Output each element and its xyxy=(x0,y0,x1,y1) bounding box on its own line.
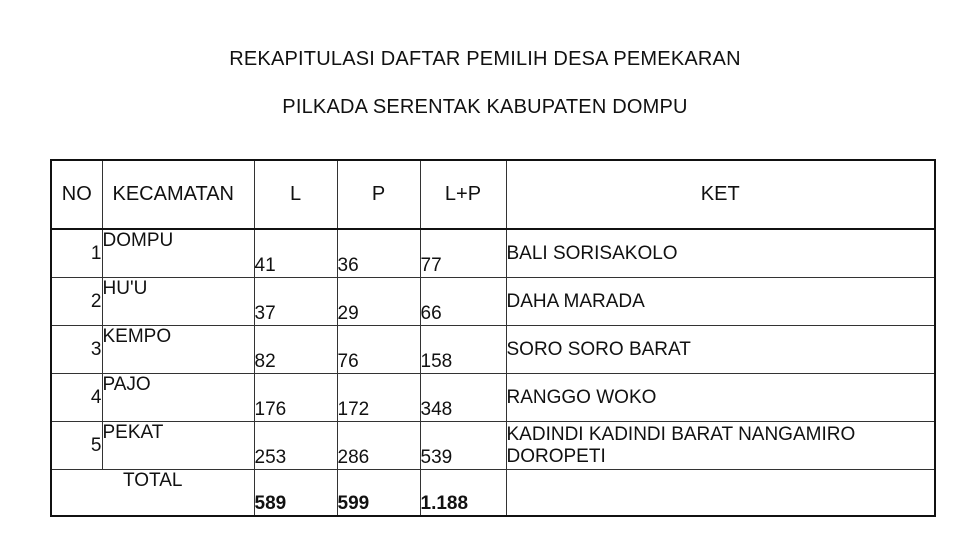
cell-lp: 539 xyxy=(420,422,506,470)
header-p: P xyxy=(337,160,420,229)
cell-no: 4 xyxy=(51,374,102,422)
total-l: 589 xyxy=(254,470,337,517)
cell-l: 82 xyxy=(254,326,337,374)
header-kecamatan: KECAMATAN xyxy=(102,160,254,229)
cell-lp: 66 xyxy=(420,278,506,326)
header-ket: KET xyxy=(506,160,935,229)
cell-l: 37 xyxy=(254,278,337,326)
cell-lp: 158 xyxy=(420,326,506,374)
cell-ket: BALI SORISAKOLO xyxy=(506,229,935,278)
cell-ket: RANGGO WOKO xyxy=(506,374,935,422)
table-row xyxy=(51,326,935,374)
cell-kecamatan: HU'U xyxy=(102,278,254,326)
cell-lp: 348 xyxy=(420,374,506,422)
voter-recap-table xyxy=(50,159,936,517)
cell-l: 253 xyxy=(254,422,337,470)
cell-l: 176 xyxy=(254,374,337,422)
cell-lp: 77 xyxy=(420,229,506,278)
table-total-row xyxy=(51,470,935,517)
cell-kecamatan: DOMPU xyxy=(102,229,254,278)
cell-p: 76 xyxy=(337,326,420,374)
cell-kecamatan: KEMPO xyxy=(102,326,254,374)
document-title-line-2: PILKADA SERENTAK KABUPATEN DOMPU xyxy=(282,96,688,118)
total-lp: 1.188 xyxy=(420,470,506,517)
cell-ket: KADINDI KADINDI BARAT NANGAMIRO DOROPETI xyxy=(506,422,935,470)
cell-no: 1 xyxy=(51,229,102,278)
document-title-line-1: REKAPITULASI DAFTAR PEMILIH DESA PEMEKARAN xyxy=(229,48,741,70)
cell-kecamatan: PAJO xyxy=(102,374,254,422)
table-row xyxy=(51,229,935,278)
total-ket xyxy=(506,470,935,517)
header-no: NO xyxy=(51,160,102,229)
cell-p: 286 xyxy=(337,422,420,470)
cell-ket: DAHA MARADA xyxy=(506,278,935,326)
table-row xyxy=(51,374,935,422)
total-label: TOTAL xyxy=(51,470,254,517)
table-row xyxy=(51,278,935,326)
cell-kecamatan: PEKAT xyxy=(102,422,254,470)
cell-ket: SORO SORO BARAT xyxy=(506,326,935,374)
cell-p: 36 xyxy=(337,229,420,278)
table-row xyxy=(51,422,935,470)
table-header-row xyxy=(51,160,935,229)
cell-no: 2 xyxy=(51,278,102,326)
total-p: 599 xyxy=(337,470,420,517)
cell-p: 172 xyxy=(337,374,420,422)
cell-no: 3 xyxy=(51,326,102,374)
header-l: L xyxy=(254,160,337,229)
header-lp: L+P xyxy=(420,160,506,229)
cell-p: 29 xyxy=(337,278,420,326)
cell-l: 41 xyxy=(254,229,337,278)
cell-no: 5 xyxy=(51,422,102,470)
